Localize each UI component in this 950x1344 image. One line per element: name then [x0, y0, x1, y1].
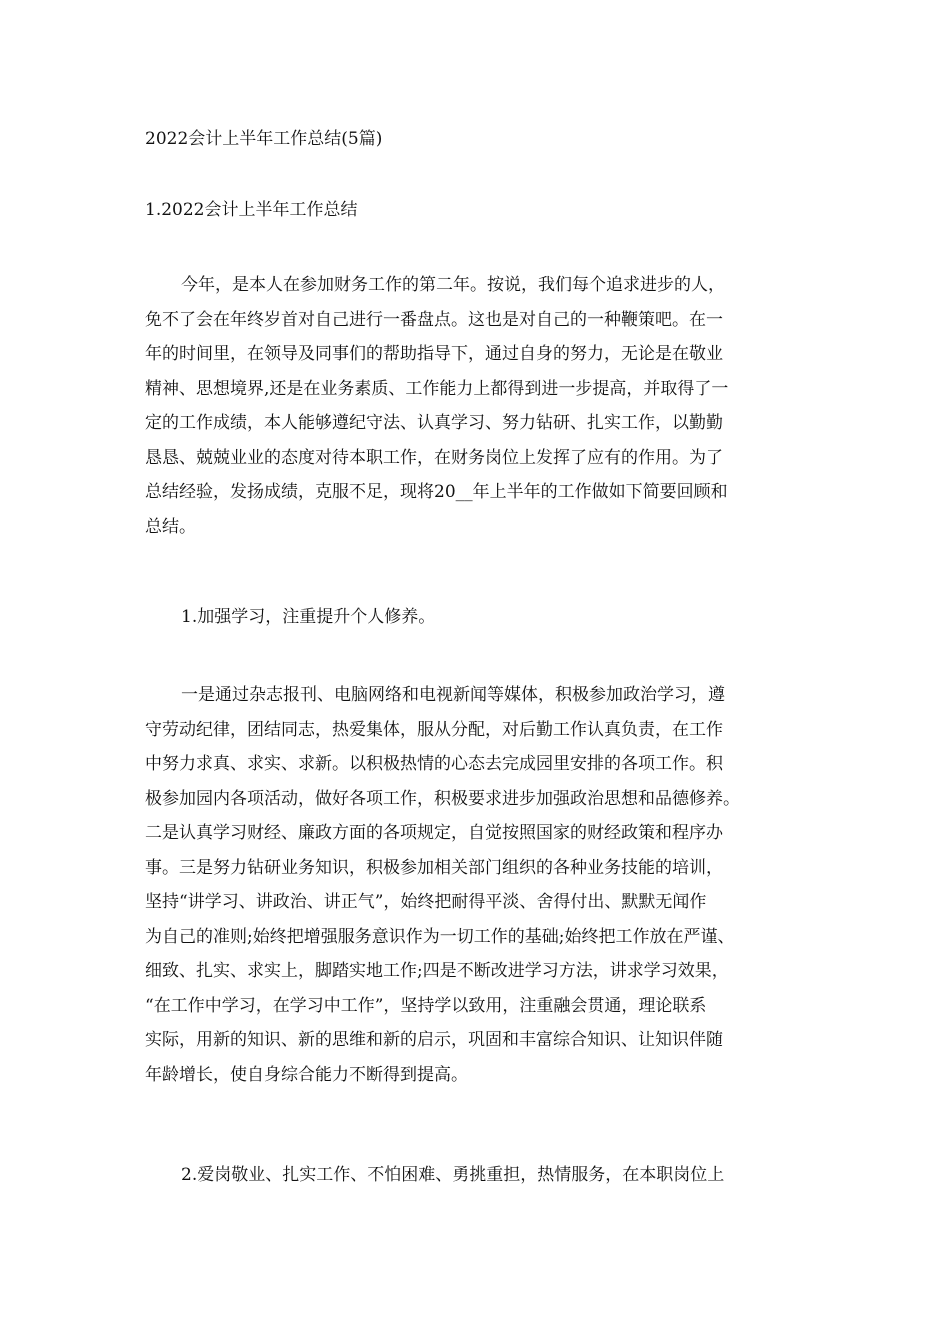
paragraph-line: 极参加园内各项活动，做好各项工作，积极要求进步加强政治思想和品德修养。 [145, 788, 740, 809]
paragraph-line: 总结。 [145, 516, 196, 537]
paragraph-line: 免不了会在年终岁首对自己进行一番盘点。这也是对自己的一种鞭策吧。在一 [145, 309, 723, 330]
subheading-text: 2.爱岗敬业、扎实工作、不怕困难、勇挑重担，热情服务，在本职岗位上 [181, 1165, 725, 1185]
paragraph-line: 一是通过杂志报刊、电脑网络和电视新闻等媒体，积极参加政治学习，遵 [181, 685, 725, 705]
paragraph-line: 为自己的准则;始终把增强服务意识作为一切工作的基础;始终把工作放在严谨、 [145, 926, 735, 947]
paragraph-line: “在工作中学习，在学习中工作”，坚持学以致用，注重融会贯通，理论联系 [145, 995, 707, 1016]
paragraph-line: 恳恳、兢兢业业的态度对待本职工作，在财务岗位上发挥了应有的作用。为了 [145, 447, 723, 468]
subheading-1 [145, 600, 810, 635]
section-title: 1.2022会计上半年工作总结 [145, 200, 358, 220]
paragraph-line: 今年，是本人在参加财务工作的第二年。按说，我们每个追求进步的人， [181, 275, 725, 295]
paragraph-line: 总结经验，发扬成绩，克服不足，现将20__年上半年的工作做如下简要回顾和 [145, 482, 728, 502]
paragraph-line: 精神、思想境界,还是在业务素质、工作能力上都得到进一步提高，并取得了一 [145, 378, 729, 399]
subheading-text: 1.加强学习，注重提升个人修养。 [181, 607, 436, 627]
paragraph-line: 定的工作成绩，本人能够遵纪守法、认真学习、努力钻研、扎实工作，以勤勤 [145, 413, 723, 433]
paragraph-line: 年的时间里，在领导及同事们的帮助指导下，通过自身的努力，无论是在敬业 [145, 344, 723, 364]
paragraph-line: 事。三是努力钻研业务知识，积极参加相关部门组织的各种业务技能的培训， [145, 857, 723, 878]
paragraph-intro [145, 268, 810, 544]
subheading-2 [145, 1158, 810, 1193]
paragraph-line: 细致、扎实、求实上，脚踏实地工作;四是不断改进学习方法，讲求学习效果， [145, 961, 729, 981]
paragraph-line: 实际，用新的知识、新的思维和新的启示，巩固和丰富综合知识、让知识伴随 [145, 1030, 723, 1050]
paragraph-line: 年龄增长，使自身综合能力不断得到提高。 [145, 1064, 468, 1085]
document-title: 2022会计上半年工作总结(5篇) [145, 129, 383, 149]
paragraph-line: 二是认真学习财经、廉政方面的各项规定，自觉按照国家的财经政策和程序办 [145, 823, 723, 843]
paragraph-line: 中努力求真、求实、求新。以积极热情的心态去完成园里安排的各项工作。积 [145, 754, 723, 774]
paragraph-study [145, 678, 810, 1092]
paragraph-line: 守劳动纪律，团结同志，热爱集体，服从分配，对后勤工作认真负责，在工作 [145, 719, 723, 740]
paragraph-line: 坚持“讲学习、讲政治、讲正气”，始终把耐得平淡、舍得付出、默默无闻作 [145, 892, 707, 912]
